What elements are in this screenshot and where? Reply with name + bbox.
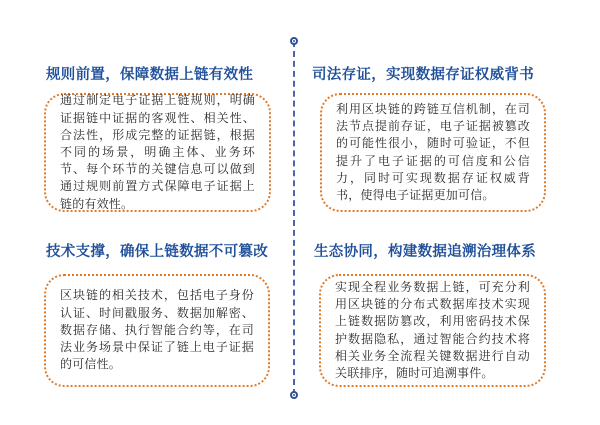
divider-bottom-dot (290, 391, 298, 399)
section-text-rules: 通过制定电子证据上链规则，明确证据链中证据的客观性、相关性、合法性，形成完整的证据链，根据不同的场景，明确主体、业务环节、每个环节的关键信息可以做到通过规则前置方式保障电子证据上链的有效性。 (60, 93, 255, 211)
section-text-ecosystem: 实现全程业务数据上链，可充分利用区块链的分布式数据库技术实现上链数据防篡改，利用密码技术保护数据隐私，通过智能合约技术将相关业务全流程关键数据进行自动关联排序，随时可追溯事件。 (335, 279, 530, 380)
section-box-rules (44, 93, 271, 212)
section-title-rules: 规则前置，保障数据上链有效性 (46, 67, 254, 83)
section-title-tech: 技术支撑，确保上链数据不可篡改 (46, 244, 268, 260)
section-box-tech (44, 274, 270, 387)
section-title-judicial: 司法存证，实现数据存证权威背书 (312, 67, 534, 83)
section-box-ecosystem (319, 274, 546, 387)
section-title-ecosystem: 生态协同，构建数据追溯治理体系 (314, 244, 536, 260)
section-text-judicial: 利用区块链的跨链互信机制，在司法节点提前存证，电子证据被篡改的可能性很小，随时可验证，不但提升了电子证据的可信度和公信力，同时可实现数据存证权威背书，使得电子证据更加可信。 (336, 101, 530, 202)
section-text-tech: 区块链的相关技术，包括电子身份认证、时间戳服务、数据加解密、数据存储、执行智能合约等，在司法业务场景中保证了链上电子证据的可信性。 (60, 288, 254, 372)
section-box-judicial (320, 93, 546, 212)
center-divider (293, 41, 295, 395)
divider-top-dot (290, 37, 298, 45)
